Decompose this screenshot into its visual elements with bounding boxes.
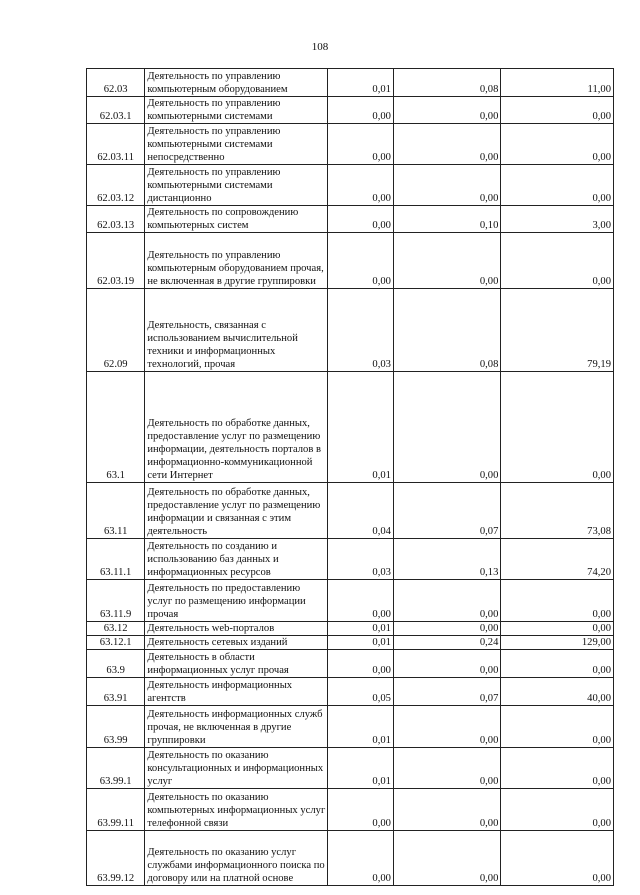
value-3-cell: 3,00 [501,206,614,233]
activity-code-cell: 63.91 [87,678,145,706]
activity-code-cell: 63.11.1 [87,539,145,580]
table-row [87,831,614,886]
table-row [87,789,614,831]
value-3-cell: 0,00 [501,706,614,748]
activity-code-cell: 63.11.9 [87,580,145,622]
activity-code-cell: 62.03.11 [87,124,145,165]
activity-code-cell: 63.12 [87,622,145,636]
value-2-cell: 0,00 [393,372,500,483]
activity-code-cell: 62.03.1 [87,97,145,124]
activity-name-cell: Деятельность по предоставлению услуг по размещению информации прочая [145,580,328,622]
value-1-cell: 0,00 [328,233,393,289]
value-3-cell: 0,00 [501,165,614,206]
value-2-cell: 0,24 [393,636,500,650]
activity-name-cell: Деятельность по управлению компьютерным оборудованием прочая, не включенная в другие группировки [145,233,328,289]
activity-code-cell: 63.1 [87,372,145,483]
activity-code-cell: 63.99 [87,706,145,748]
value-3-cell: 0,00 [501,372,614,483]
value-2-cell: 0,00 [393,124,500,165]
table-body [87,69,614,886]
activity-code-cell: 62.03.13 [87,206,145,233]
value-1-cell: 0,01 [328,636,393,650]
table-row [87,650,614,678]
activity-name-cell: Деятельность по обработке данных, предоставление услуг по размещению информации, деятельность порталов в информационно-коммуникационной сети Интернет [145,372,328,483]
value-1-cell: 0,03 [328,539,393,580]
value-2-cell: 0,08 [393,289,500,372]
activity-name-cell: Деятельность по управлению компьютерными системами [145,97,328,124]
value-3-cell: 0,00 [501,97,614,124]
activity-name-cell: Деятельность по созданию и использованию баз данных и информационных ресурсов [145,539,328,580]
activity-code-cell: 62.03 [87,69,145,97]
activity-name-cell: Деятельность по оказанию компьютерных информационных услуг телефонной связи [145,789,328,831]
value-1-cell: 0,00 [328,650,393,678]
activity-name-cell: Деятельность по сопровождению компьютерных систем [145,206,328,233]
table-row [87,206,614,233]
activity-name-cell: Деятельность web-порталов [145,622,328,636]
value-1-cell: 0,00 [328,165,393,206]
value-3-cell: 0,00 [501,789,614,831]
value-2-cell: 0,13 [393,539,500,580]
activity-name-cell: Деятельность, связанная с использованием вычислительной техники и информационных технологий, прочая [145,289,328,372]
value-1-cell: 0,01 [328,69,393,97]
value-1-cell: 0,00 [328,206,393,233]
activity-code-cell: 63.99.12 [87,831,145,886]
value-2-cell: 0,07 [393,483,500,539]
table-row [87,539,614,580]
table-row [87,289,614,372]
table-row [87,124,614,165]
value-2-cell: 0,00 [393,97,500,124]
value-3-cell: 0,00 [501,650,614,678]
activity-name-cell: Деятельность по обработке данных, предоставление услуг по размещению информации и связанная с этим деятельность [145,483,328,539]
activity-name-cell: Деятельность по управлению компьютерными системами непосредственно [145,124,328,165]
value-3-cell: 0,00 [501,831,614,886]
value-2-cell: 0,08 [393,69,500,97]
activity-name-cell: Деятельность по управлению компьютерными системами дистанционно [145,165,328,206]
value-3-cell: 0,00 [501,233,614,289]
value-2-cell: 0,00 [393,165,500,206]
value-3-cell: 73,08 [501,483,614,539]
value-2-cell: 0,07 [393,678,500,706]
activity-code-cell: 63.99.11 [87,789,145,831]
value-1-cell: 0,01 [328,706,393,748]
value-2-cell: 0,00 [393,233,500,289]
activity-name-cell: Деятельность по управлению компьютерным оборудованием [145,69,328,97]
value-1-cell: 0,01 [328,372,393,483]
value-1-cell: 0,01 [328,622,393,636]
value-3-cell: 0,00 [501,748,614,789]
value-1-cell: 0,00 [328,580,393,622]
value-3-cell: 79,19 [501,289,614,372]
value-3-cell: 40,00 [501,678,614,706]
value-2-cell: 0,10 [393,206,500,233]
activity-name-cell: Деятельность информационных служб прочая, не включенная в другие группировки [145,706,328,748]
value-3-cell: 0,00 [501,622,614,636]
activity-code-cell: 63.12.1 [87,636,145,650]
value-3-cell: 74,20 [501,539,614,580]
value-2-cell: 0,00 [393,748,500,789]
value-2-cell: 0,00 [393,831,500,886]
value-1-cell: 0,05 [328,678,393,706]
value-1-cell: 0,01 [328,748,393,789]
table-row [87,580,614,622]
value-3-cell: 129,00 [501,636,614,650]
activity-code-cell: 63.11 [87,483,145,539]
value-2-cell: 0,00 [393,622,500,636]
value-3-cell: 0,00 [501,124,614,165]
activity-name-cell: Деятельность в области информационных услуг прочая [145,650,328,678]
value-3-cell: 11,00 [501,69,614,97]
value-1-cell: 0,00 [328,97,393,124]
activity-code-cell: 63.9 [87,650,145,678]
table-row [87,233,614,289]
value-2-cell: 0,00 [393,789,500,831]
table-row [87,165,614,206]
table-row [87,706,614,748]
activity-name-cell: Деятельность по оказанию услуг службами информационного поиска по договору или на платной основе [145,831,328,886]
activity-code-cell: 62.03.19 [87,233,145,289]
table-row [87,97,614,124]
value-2-cell: 0,00 [393,706,500,748]
value-2-cell: 0,00 [393,650,500,678]
activity-name-cell: Деятельность по оказанию консультационных и информационных услуг [145,748,328,789]
table-row [87,483,614,539]
value-3-cell: 0,00 [501,580,614,622]
page-number: 108 [311,41,329,53]
table-row [87,748,614,789]
activity-name-cell: Деятельность сетевых изданий [145,636,328,650]
value-1-cell: 0,00 [328,124,393,165]
activity-name-cell: Деятельность информационных агентств [145,678,328,706]
okved-table [86,68,614,886]
table-row [87,622,614,636]
value-1-cell: 0,03 [328,289,393,372]
value-1-cell: 0,04 [328,483,393,539]
activity-code-cell: 62.09 [87,289,145,372]
activity-code-cell: 62.03.12 [87,165,145,206]
table-row [87,69,614,97]
table-row [87,678,614,706]
table-row [87,636,614,650]
value-2-cell: 0,00 [393,580,500,622]
value-1-cell: 0,00 [328,831,393,886]
table-row [87,372,614,483]
value-1-cell: 0,00 [328,789,393,831]
activity-code-cell: 63.99.1 [87,748,145,789]
